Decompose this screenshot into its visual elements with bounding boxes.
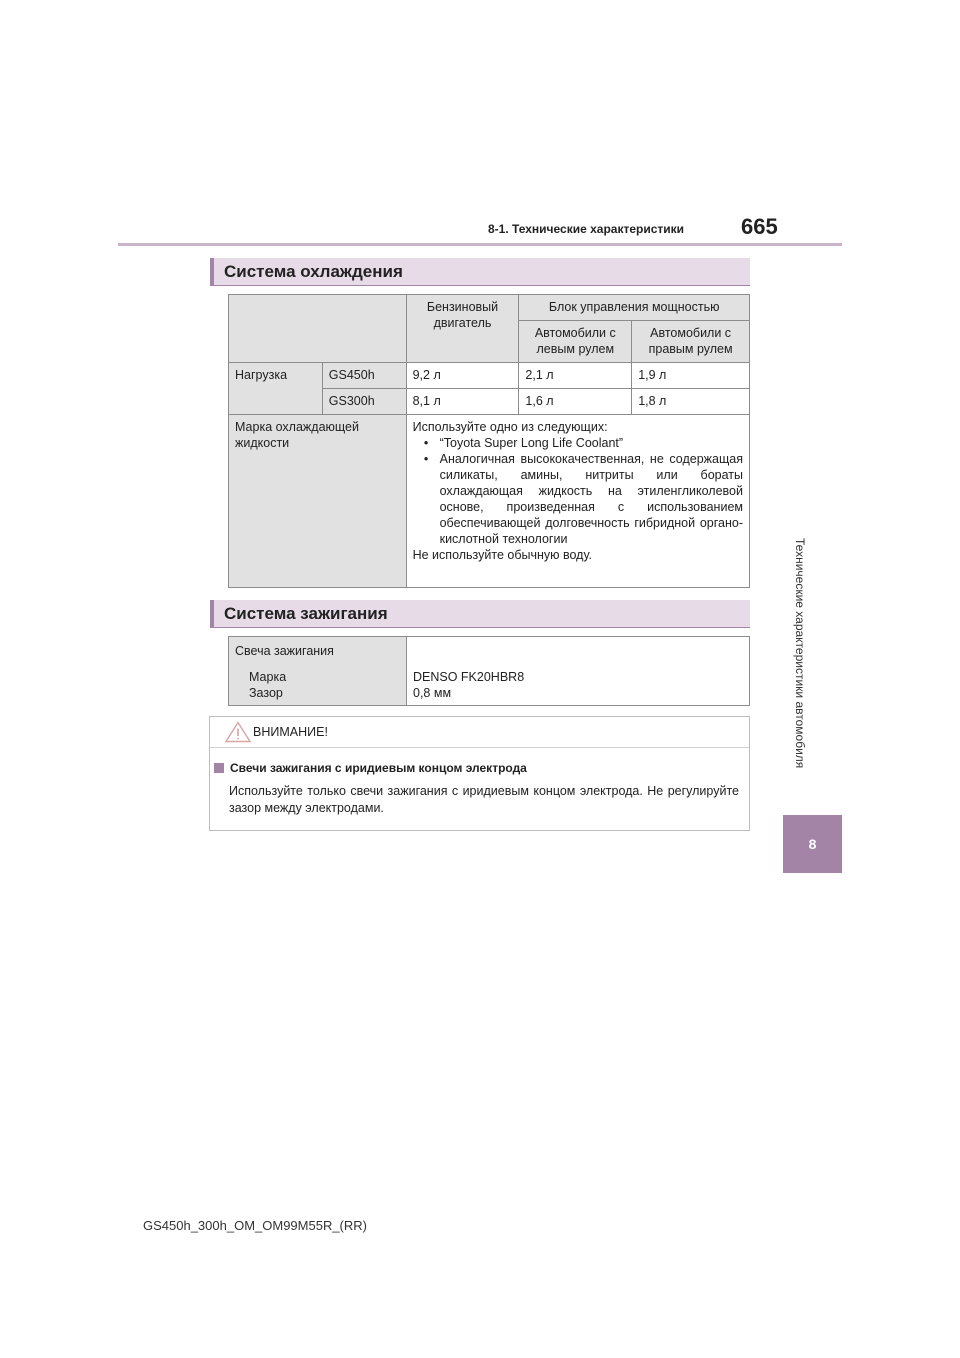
cooling-table	[228, 294, 750, 588]
gas-capacity: 9,2 л	[406, 363, 519, 389]
model-cell: GS300h	[322, 389, 406, 415]
ignition-section-heading: Система зажигания	[210, 600, 750, 628]
warning-triangle-icon	[225, 721, 251, 743]
col-lhd: Автомобили с левым рулем	[519, 321, 632, 363]
rhd-capacity: 1,8 л	[632, 389, 750, 415]
brand-value: DENSO FK20HBR8	[413, 670, 525, 684]
chapter-number: 8	[808, 836, 817, 852]
coolant-spec	[406, 415, 749, 588]
coolant-intro: Используйте одно из следующих:	[412, 420, 608, 434]
row-load-label: Нагрузка	[229, 363, 323, 415]
lhd-capacity: 2,1 л	[519, 363, 632, 389]
coolant-note: Не используйте обычную воду.	[412, 548, 592, 562]
footer-code: GS450h_300h_OM_OM99M55R_(RR)	[143, 1218, 367, 1233]
brand-label: Марка	[249, 670, 287, 684]
gas-capacity: 8,1 л	[406, 389, 519, 415]
col-power-control-unit: Блок управления мощностью	[519, 295, 750, 321]
chapter-tab	[783, 815, 842, 873]
header-rule	[118, 243, 842, 246]
ignition-table	[228, 636, 750, 706]
coolant-option: • “Toyota Super Long Life Coolant”	[423, 436, 624, 450]
gap-label: Зазор	[249, 686, 283, 700]
cooling-section-heading: Система охлаждения	[210, 258, 750, 286]
spark-plug-labels	[229, 637, 407, 706]
spark-plug-values	[407, 637, 750, 706]
side-chapter-title: Технические характеристики автомобиля	[793, 538, 807, 769]
caution-header	[210, 717, 749, 748]
model-cell: GS450h	[322, 363, 406, 389]
lhd-capacity: 1,6 л	[519, 389, 632, 415]
caution-label: ВНИМАНИЕ!	[253, 725, 328, 739]
coolant-option: • Аналогичная высококачественная, не содержащая силикаты, амины, нитриты или бораты охлаждающая жидкость на этиленгликолевой основе, произведенная с использованием обеспечивающей долговечность гибридной органо-кислотной технологии	[423, 452, 743, 546]
caution-box	[209, 716, 750, 831]
section-title: 8-1. Технические характеристики	[488, 222, 685, 236]
caution-title: Свечи зажигания с иридиевым концом электрода	[214, 761, 527, 775]
coolant-label: Марка охлаждающей жидкости	[229, 415, 407, 588]
cooling-corner-cell	[229, 295, 407, 363]
gap-value: 0,8 мм	[413, 686, 452, 700]
col-rhd: Автомобили с правым рулем	[632, 321, 750, 363]
spark-plug-label: Свеча зажигания	[235, 644, 334, 658]
rhd-capacity: 1,9 л	[632, 363, 750, 389]
caution-body: Используйте только свечи зажигания с иридиевым концом электрода. Не регулируйте зазор между электродами.	[229, 784, 739, 815]
square-bullet-icon	[214, 763, 224, 773]
col-gas-engine: Бензиновый двигатель	[406, 295, 519, 363]
page-number: 665	[741, 214, 778, 239]
